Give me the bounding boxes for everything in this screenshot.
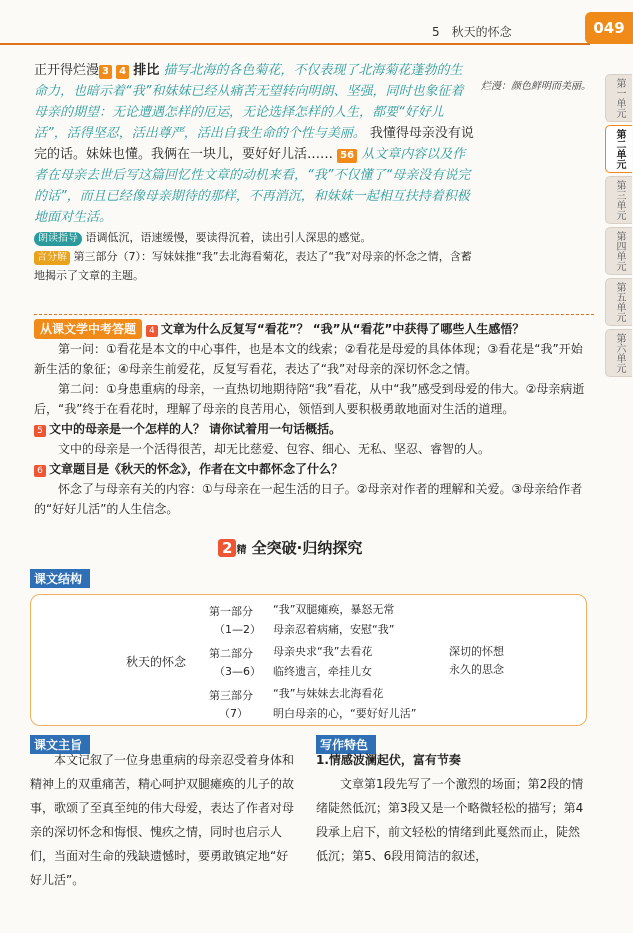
note-marker: 56 [337, 149, 357, 163]
part-2-line-1: 母亲央求“我”去看花 [273, 645, 373, 658]
theme-heading-label: 课文主旨 [30, 735, 90, 754]
writing-subtitle: 1.情感波澜起伏，富有节奏 [316, 753, 461, 767]
exam-block [34, 314, 594, 519]
question-4: 文章为什么反复写“看花”？ “我”从“看花”中获得了哪些人生感悟？ [160, 322, 525, 336]
part-1-line-2: 母亲忍着病痛，安慰“我” [273, 623, 395, 636]
reading-label: 朗读指导 [34, 232, 82, 246]
writing-body [316, 748, 586, 868]
page-header [0, 0, 633, 46]
note-marker: 3 [99, 65, 112, 79]
section-title [218, 537, 362, 558]
section-small: 精 [236, 545, 247, 556]
part-3-line-2: 明白母亲的心，“要好好儿活” [273, 707, 417, 720]
section-name: 全突破·归纳探究 [251, 539, 363, 557]
question-6: 文章题目是《秋天的怀念》，作者在文中都怀念了什么？ [49, 462, 344, 476]
part-2-name: 第二部分 [209, 647, 253, 660]
structure-heading [30, 568, 90, 588]
reading-text: 语调低沉，语速缓慢，要读得沉着，读出引人深思的感觉。 [85, 231, 372, 244]
annotation-text: 描写北海的各色菊花，不仅表现了北海菊花蓬勃的生命力，也暗示着“我”和妹妹已经从痛苦无望转向明朗、坚强，同时也象征着母亲的期望：无论遭遇怎样的厄运，无论选择怎样的人生，都要“好好儿活”，活得坚忍，活出尊严，活出自我生命的个性与美丽。 [34, 63, 464, 141]
tab-unit-6[interactable]: 第六单元 [605, 329, 632, 377]
part-3-range: （7） [219, 707, 248, 720]
note-marker: 4 [116, 65, 129, 79]
side-annotation: 烂漫：颜色鲜明而美丽。 [481, 81, 591, 92]
part-3-line-1: “我”与妹妹去北海看花 [273, 687, 384, 700]
exam-ribbon: 从课文学中考答题 [34, 319, 142, 339]
question-number-icon: 5 [34, 425, 46, 437]
text-span: 正开得烂漫 [34, 63, 100, 78]
chapter-title: 5 秋天的怀念 [432, 25, 512, 39]
tab-unit-4[interactable]: 第四单元 [605, 227, 632, 275]
part-1-line-1: “我”双腿瘫痪，暴怒无常 [273, 603, 395, 616]
header-rule [0, 43, 590, 45]
tab-unit-3[interactable]: 第三单元 [605, 176, 632, 224]
structure-root: 秋天的怀念 [126, 655, 187, 669]
reading-guide [34, 228, 474, 247]
theme-text: 本文记叙了一位身患重病的母亲忍受着身体和精神上的双重痛苦，精心呵护双腿瘫痪的儿子的故事，歌颂了至真至纯的伟大母爱，表达了作者对母亲的深切怀念和悔恨、愧疚之情，同时也启示人们，当面对生命的残缺遗憾时，要勇敢镇定地“好好儿活”。 [30, 753, 295, 887]
main-text [34, 60, 474, 285]
writing-text: 文章第1段先写了一个激烈的场面；第2段的情绪陡然低沉；第3段又是一个略微轻松的描写；第4段承上启下，前文轻松的情绪到此戛然而止，陡然低沉；第5、6段用简洁的叙述， [316, 777, 584, 863]
question-number-icon: 4 [146, 325, 158, 337]
answer-4-2: 第二问：①身患重病的母亲，一直热切地期待陪“我”看花，从中“我”感受到母爱的伟大。②母亲病逝后，“我”终于在看花时，理解了母亲的良苦用心，领悟到人要积极勇敢地面对生活的道理。 [34, 382, 585, 416]
text-span: 我懂得母亲没有说完的话。妹妹也懂。我俩在一块儿，要好好儿活…… [34, 126, 474, 162]
answer-5: 文中的母亲是一个活得很苦，却无比慈爱、包容、细心、无私、坚忍、睿智的人。 [58, 442, 491, 456]
question-number-icon: 6 [34, 465, 46, 477]
technique-label: 排比 [133, 63, 160, 78]
part-2-line-2: 临终遗言，牵挂儿女 [273, 665, 372, 678]
answer-6: 怀念了与母亲有关的内容：①与母亲在一起生活的日子。②母亲对作者的理解和关爱。③母亲给作者的“好好儿活”的人生信念。 [34, 482, 583, 516]
right-label-1: 深切的怀想 [449, 645, 504, 658]
tab-unit-1[interactable]: 第一单元 [605, 74, 632, 122]
right-label-2: 永久的思念 [449, 663, 504, 676]
answer-4-1: 第一问：①看花是本文的中心事件，也是本文的线索；②看花是母爱的具体体现；③看花是“我”开始新生活的象征；④母亲生前爱花，反复写看花，表达了“我”对母亲的深切怀念之情。 [34, 342, 583, 376]
analysis [34, 247, 474, 285]
question-5: 文中的母亲是一个怎样的人？ 请你试着用一句话概括。 [49, 422, 342, 436]
part-1-range: （1—2） [214, 623, 261, 636]
tab-unit-5[interactable]: 第五单元 [605, 278, 632, 326]
writing-heading-label: 写作特色 [316, 735, 376, 754]
structure-heading-label: 课文结构 [30, 569, 90, 588]
structure-diagram [30, 594, 587, 726]
analysis-label: 言分解 [34, 251, 70, 265]
unit-tabs [605, 74, 633, 380]
analysis-text: 第三部分（7）：写妹妹推“我”去北海看菊花，表达了“我”对母亲的怀念之情，含蓄地揭示了文章的主题。 [34, 250, 472, 282]
section-number: 2 [218, 539, 236, 557]
annotation-text: 从文章内容以及作者在母亲去世后写这篇回忆性文章的动机来看，“我”不仅懂了“母亲没有说完的话”，而且已经像母亲期待的那样，不再消沉，和妹妹一起相互扶持着积极地面对生活。 [34, 147, 471, 225]
tab-unit-2[interactable]: 第二单元 [605, 125, 632, 173]
part-1-name: 第一部分 [209, 605, 253, 618]
page-number: 049 [585, 12, 633, 44]
part-3-name: 第三部分 [209, 689, 253, 702]
exam-section [34, 306, 594, 519]
paragraph-annotated [34, 60, 474, 228]
part-2-range: （3—6） [214, 665, 261, 678]
